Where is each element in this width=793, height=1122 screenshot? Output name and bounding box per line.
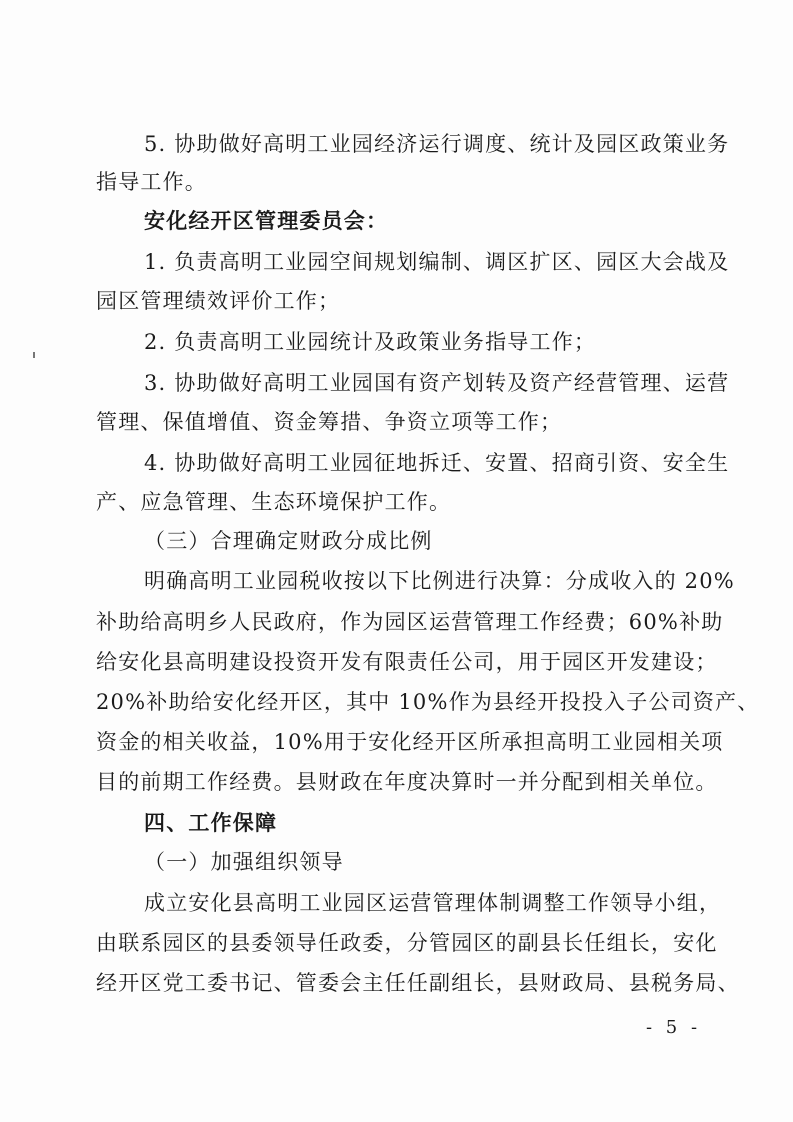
text-line-22: 经开区党工委书记、管委会主任任副组长，县财政局、县税务局、 — [96, 971, 740, 995]
text-line-20: 成立安化县高明工业园区运营管理体制调整工作领导小组， — [144, 891, 722, 915]
text-line-9: 4. 协助做好高明工业园征地拆迁、安置、招商引资、安全生 — [144, 451, 730, 475]
text-line-13: 补助给高明乡人民政府，作为园区运营管理工作经费；60%补助 — [96, 610, 724, 634]
text-line-17: 目的前期工作经费。县财政在年度决算时一并分配到相关单位。 — [96, 770, 718, 794]
text-line-1: 5. 协助做好高明工业园经济运行调度、统计及园区政策业务 — [144, 132, 730, 156]
text-line-21: 由联系园区的县委领导任政委，分管园区的副县长任组长，安化 — [96, 931, 718, 955]
section-heading-anhua: 安化经开区管理委员会： — [144, 208, 389, 233]
scan-mark — [33, 352, 35, 358]
text-line-7: 3. 协助做好高明工业园国有资产划转及资产经营管理、运营 — [144, 371, 730, 395]
text-line-14: 给安化县高明建设投资开发有限责任公司，用于园区开发建设； — [96, 650, 718, 674]
text-line-4: 1. 负责高明工业园空间规划编制、调区扩区、园区大会战及 — [144, 250, 730, 274]
section-heading-4: 四、工作保障 — [144, 810, 278, 835]
page-number: - 5 - — [646, 1017, 702, 1038]
text-line-6: 2. 负责高明工业园统计及政策业务指导工作； — [144, 330, 597, 354]
text-line-15: 20%补助给安化经开区，其中 10%作为县经开投投入子公司资产、 — [96, 690, 760, 714]
text-line-12: 明确高明工业园税收按以下比例进行决算：分成收入的 20% — [144, 569, 735, 593]
text-line-10: 产、应急管理、生态环境保护工作。 — [96, 490, 452, 514]
text-line-5: 园区管理绩效评价工作； — [96, 289, 341, 313]
text-line-16: 资金的相关收益，10%用于安化经开区所承担高明工业园相关项 — [96, 730, 724, 754]
subsection-heading-1: （一）加强组织领导 — [144, 850, 344, 874]
text-line-8: 管理、保值增值、资金筹措、争资立项等工作； — [96, 410, 563, 434]
subsection-heading-3: （三）合理确定财政分成比例 — [144, 529, 433, 553]
text-line-2: 指导工作。 — [96, 170, 207, 194]
